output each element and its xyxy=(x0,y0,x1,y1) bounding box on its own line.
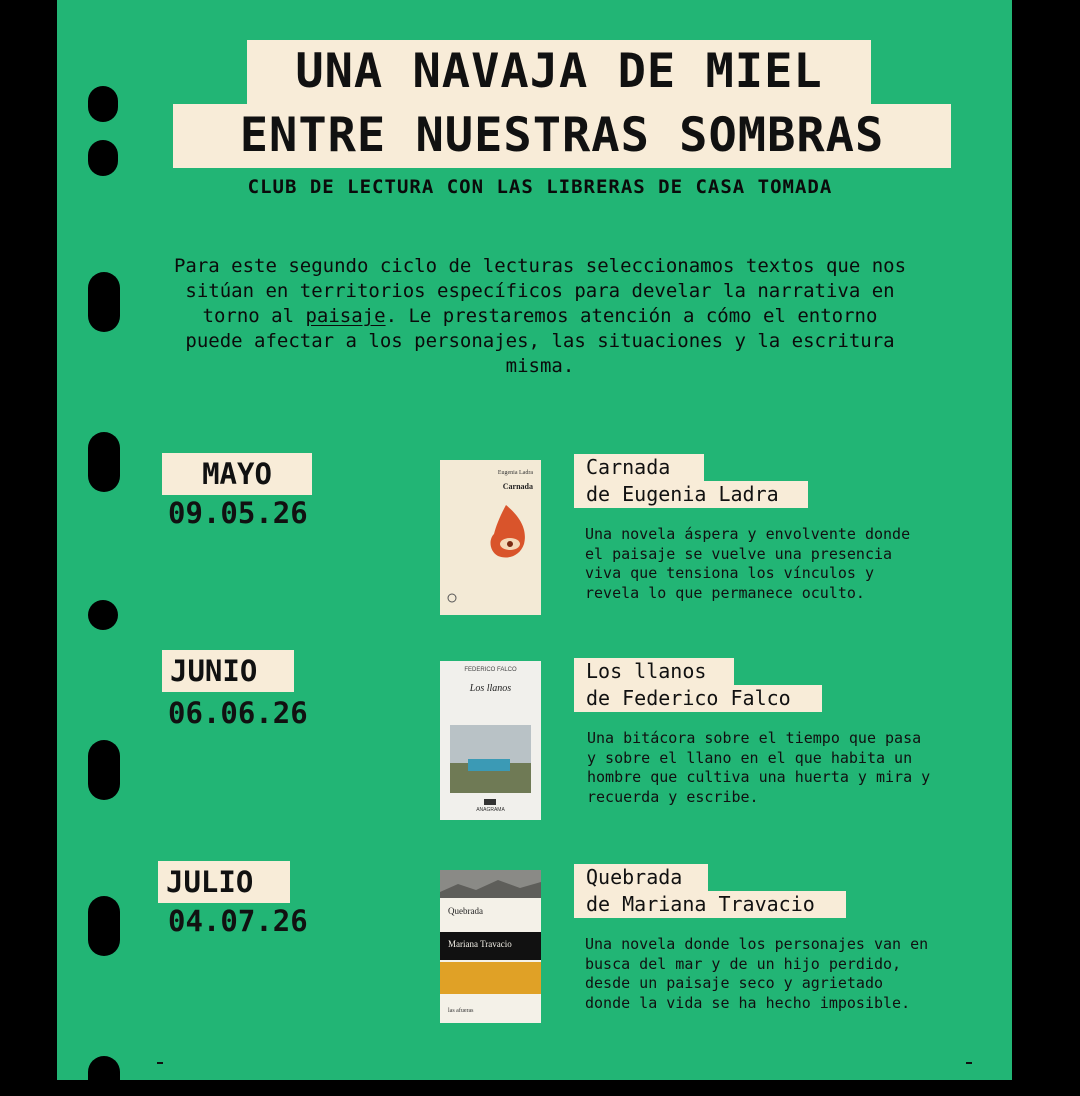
film-hole xyxy=(88,272,120,332)
cover-author: Mariana Travacio xyxy=(448,939,512,949)
subtitle: CLUB DE LECTURA CON LAS LIBRERAS DE CASA TOMADA xyxy=(247,176,833,198)
film-hole xyxy=(88,432,120,492)
title-line-1: UNA NAVAJA DE MIEL xyxy=(247,40,871,104)
intro-paragraph xyxy=(170,254,910,379)
month-label: MAYO xyxy=(162,453,312,495)
film-hole xyxy=(88,86,118,122)
photo-sky xyxy=(450,725,531,763)
film-hole xyxy=(88,896,120,956)
cover-publisher: las afueras xyxy=(448,1008,474,1014)
cover-publisher: ANAGRAMA xyxy=(476,807,505,813)
film-hole xyxy=(88,1056,120,1096)
cover-title: Carnada xyxy=(502,482,533,491)
book-description-1: Una novela áspera y envolvente donde el paisaje se vuelve una presencia viva que tensiona los vínculos y revela lo que permanece oculto. xyxy=(585,525,911,602)
book-title-3: Quebrada xyxy=(574,864,708,891)
book-cover-carnada xyxy=(440,460,541,615)
book-cover-quebrada xyxy=(440,870,541,1023)
session-date: 04.07.26 xyxy=(168,904,308,938)
book-author-2: de Federico Falco xyxy=(574,685,822,712)
cover-author: Eugenia Ladra xyxy=(497,470,533,476)
film-hole xyxy=(88,740,120,800)
cover-illustration xyxy=(440,460,541,615)
session-date: 09.05.26 xyxy=(168,496,308,530)
cover-author: FEDERICO FALCO xyxy=(464,667,517,673)
synopsis-band xyxy=(440,962,541,994)
publisher-logo xyxy=(484,799,496,805)
intro-highlight: paisaje xyxy=(305,305,386,327)
publisher-mark xyxy=(448,594,456,602)
book-title-1: Carnada xyxy=(574,454,704,481)
cover-title: Quebrada xyxy=(448,906,483,916)
month-label: JUNIO xyxy=(162,650,294,692)
photo-pool xyxy=(468,759,510,771)
eye-pupil xyxy=(507,541,513,547)
book-cover-los-llanos xyxy=(440,661,541,820)
intro-text: Para este segundo ciclo de lecturas seleccionamos textos que nos sitúan en territorios específicos para develar la narrativa en torno al xyxy=(173,255,907,327)
corner-tick xyxy=(157,1062,163,1064)
book-title-2: Los llanos xyxy=(574,658,734,685)
month-label: JULIO xyxy=(158,861,290,903)
cover-title: Los llanos xyxy=(469,683,512,694)
session-date: 06.06.26 xyxy=(168,696,308,730)
corner-tick xyxy=(966,1062,972,1064)
intro-text: . Le prestaremos atención a cómo el entorno puede afectar a los personajes, las situaciones y la escritura misma. xyxy=(185,305,895,377)
cover-photo xyxy=(440,661,541,820)
title-line-2: ENTRE NUESTRAS SOMBRAS xyxy=(173,104,951,168)
film-hole xyxy=(88,600,118,630)
book-author-1: de Eugenia Ladra xyxy=(574,481,808,508)
book-author-3: de Mariana Travacio xyxy=(574,891,846,918)
film-hole xyxy=(88,140,118,176)
book-description-3: Una novela donde los personajes van en busca del mar y de un hijo perdido, desde un paisaje seco y agrietado donde la vida se ha hecho imposible. xyxy=(585,935,929,1012)
book-description-2: Una bitácora sobre el tiempo que pasa y sobre el llano en el que habita un hombre que cultiva una huerta y mira y recuerda y escribe. xyxy=(587,729,931,806)
